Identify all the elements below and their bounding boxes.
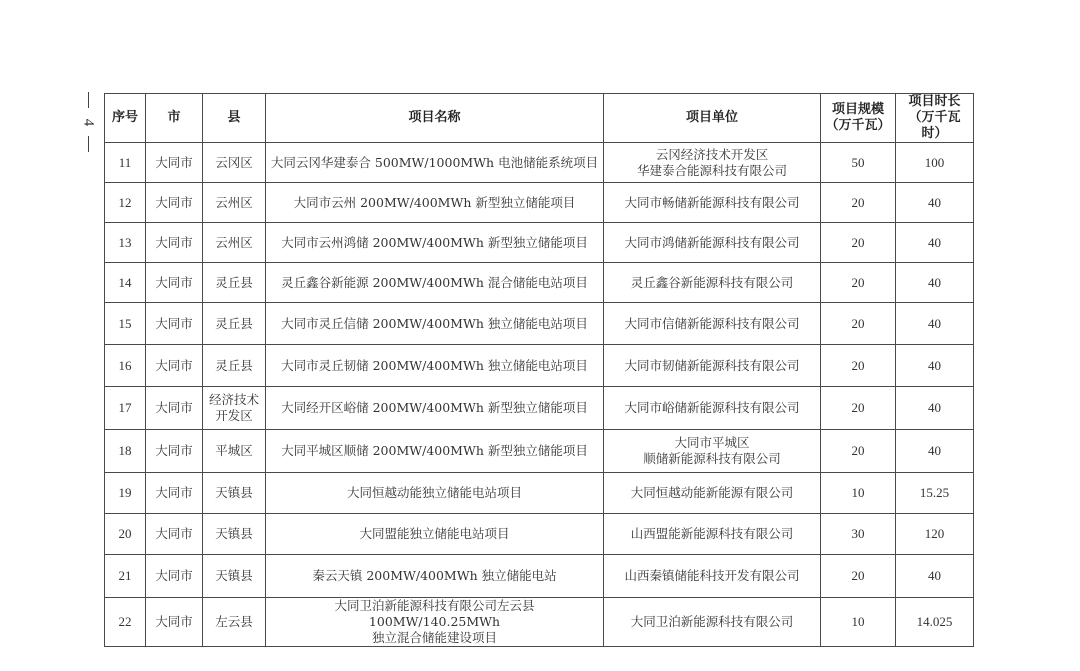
table-row: [105, 223, 974, 263]
cell-scale: 20: [821, 387, 896, 430]
header-index: 序号: [105, 94, 146, 143]
cell-county: [203, 387, 266, 430]
table-body: [105, 143, 974, 647]
cell-project-unit-line: 山西秦镇储能科技开发有限公司: [624, 568, 800, 583]
cell-project-name: [266, 387, 604, 430]
cell-project-unit-line: 大同市峪储新能源科技有限公司: [624, 400, 800, 415]
cell-project-name-line: 大同恒越动能独立储能电站项目: [346, 485, 522, 500]
header-scale: [821, 94, 896, 143]
cell-project-unit: [604, 263, 821, 303]
page-number: [78, 92, 98, 152]
table-row: [105, 430, 974, 473]
cell-county: [203, 143, 266, 183]
cell-index: 22: [105, 598, 146, 647]
cell-scale: 10: [821, 473, 896, 514]
cell-scale: 20: [821, 555, 896, 598]
cell-project-unit: [604, 555, 821, 598]
cell-project-name-line: 大同市灵丘信储 200MW/400MWh 独立储能电站项目: [281, 315, 588, 331]
cell-scale: 10: [821, 598, 896, 647]
cell-duration: 100: [896, 143, 974, 183]
cell-project-name-line: 大同经开区峪储 200MW/400MWh 新型独立储能项目: [281, 400, 588, 415]
cell-county-line: 灵丘县: [215, 274, 253, 290]
cell-city: 大同市: [146, 303, 203, 345]
cell-project-name-line: 秦云天镇 200MW/400MWh 独立储能电站: [312, 568, 557, 583]
table-row: [105, 183, 974, 223]
header-scale-line2: （万千瓦）: [825, 118, 891, 133]
cell-scale: 30: [821, 514, 896, 555]
cell-duration: 15.25: [896, 473, 974, 514]
cell-project-name: [266, 183, 604, 223]
table-row: [105, 555, 974, 598]
cell-project-name: [266, 555, 604, 598]
cell-scale: 20: [821, 345, 896, 387]
cell-county-line: 灵丘县: [215, 315, 253, 331]
cell-county: [203, 430, 266, 473]
header-county: 县: [203, 94, 266, 143]
cell-city: 大同市: [146, 473, 203, 514]
header-duration-line1: 项目时长: [908, 94, 961, 109]
cell-project-name: [266, 430, 604, 473]
cell-city: 大同市: [146, 345, 203, 387]
cell-duration: 120: [896, 514, 974, 555]
cell-county: [203, 223, 266, 263]
header-project-unit: 项目单位: [604, 94, 821, 143]
cell-index: 15: [105, 303, 146, 345]
cell-duration: 14.025: [896, 598, 974, 647]
page-number-dash-top: [88, 92, 89, 108]
table-row: [105, 473, 974, 514]
cell-city: 大同市: [146, 430, 203, 473]
cell-index: 11: [105, 143, 146, 183]
cell-city: 大同市: [146, 183, 203, 223]
cell-city: 大同市: [146, 143, 203, 183]
cell-project-name-line: 大同云冈华建泰合 500MW/1000MWh 电池储能系统项目: [270, 154, 599, 170]
page-number-dash-bottom: [88, 136, 89, 152]
table-row: [105, 303, 974, 345]
cell-project-name-line: 大同市云州 200MW/400MWh 新型独立储能项目: [293, 194, 576, 210]
cell-index: 17: [105, 387, 146, 430]
cell-county-line: 天镇县: [215, 526, 253, 541]
header-duration: [896, 94, 974, 143]
cell-city: 大同市: [146, 555, 203, 598]
cell-county: [203, 514, 266, 555]
cell-scale: 20: [821, 223, 896, 263]
cell-project-unit: [604, 183, 821, 223]
cell-index: 14: [105, 263, 146, 303]
cell-project-name-line: 独立混合储能建设项目: [371, 630, 497, 645]
energy-storage-project-table: [104, 93, 974, 647]
cell-county-line: 天镇县: [215, 568, 253, 583]
header-project-name: 项目名称: [266, 94, 604, 143]
cell-county: [203, 555, 266, 598]
cell-project-name: [266, 263, 604, 303]
cell-project-unit: [604, 473, 821, 514]
cell-county: [203, 263, 266, 303]
cell-index: 19: [105, 473, 146, 514]
cell-index: 18: [105, 430, 146, 473]
cell-county-line: 开发区: [215, 408, 253, 423]
cell-county: [203, 345, 266, 387]
cell-project-unit-line: 大同市平城区: [674, 435, 750, 450]
cell-project-unit-line: 大同恒越动能新能源有限公司: [630, 485, 794, 500]
cell-index: 16: [105, 345, 146, 387]
cell-index: 21: [105, 555, 146, 598]
table-row: [105, 263, 974, 303]
table-row: [105, 598, 974, 647]
cell-county-line: 云州区: [215, 194, 253, 210]
cell-county-line: 天镇县: [215, 485, 253, 500]
cell-scale: 20: [821, 430, 896, 473]
cell-county-line: 云州区: [215, 234, 253, 250]
cell-index: 13: [105, 223, 146, 263]
cell-county: [203, 183, 266, 223]
cell-duration: 40: [896, 223, 974, 263]
cell-county-line: 经济技术: [208, 392, 259, 407]
cell-project-unit: [604, 387, 821, 430]
cell-project-unit-line: 大同市信储新能源科技有限公司: [624, 315, 800, 331]
cell-county-line: 左云县: [215, 614, 253, 629]
cell-duration: 40: [896, 345, 974, 387]
cell-duration: 40: [896, 183, 974, 223]
cell-project-unit-line: 顺储新能源科技有限公司: [643, 451, 781, 466]
cell-city: 大同市: [146, 387, 203, 430]
cell-city: 大同市: [146, 598, 203, 647]
cell-project-unit-line: 云冈经济技术开发区: [655, 146, 769, 162]
cell-project-name: [266, 143, 604, 183]
cell-city: 大同市: [146, 223, 203, 263]
header-duration-line2: （万千瓦时）: [908, 110, 961, 141]
cell-index: 20: [105, 514, 146, 555]
cell-county-line: 平城区: [215, 443, 253, 458]
cell-project-unit-line: 大同市韧储新能源科技有限公司: [624, 357, 800, 373]
table-row: [105, 387, 974, 430]
cell-project-unit-line: 山西盟能新能源科技有限公司: [630, 526, 794, 541]
cell-project-unit: [604, 430, 821, 473]
table-row: [105, 143, 974, 183]
cell-project-name: [266, 514, 604, 555]
cell-index: 12: [105, 183, 146, 223]
cell-scale: 20: [821, 183, 896, 223]
cell-duration: 40: [896, 430, 974, 473]
cell-project-name-line: 大同平城区顺储 200MW/400MWh 新型独立储能项目: [281, 443, 588, 458]
cell-city: 大同市: [146, 263, 203, 303]
cell-project-name: [266, 473, 604, 514]
cell-project-unit-line: 大同市畅储新能源科技有限公司: [624, 194, 800, 210]
cell-project-unit: [604, 514, 821, 555]
cell-city: 大同市: [146, 514, 203, 555]
cell-duration: 40: [896, 263, 974, 303]
cell-project-name: [266, 598, 604, 647]
header-scale-line1: 项目规模: [831, 102, 884, 117]
cell-project-name-line: 大同市云州鸿储 200MW/400MWh 新型独立储能项目: [281, 234, 588, 250]
cell-county: [203, 303, 266, 345]
cell-scale: 50: [821, 143, 896, 183]
cell-project-unit: [604, 143, 821, 183]
cell-duration: 40: [896, 303, 974, 345]
cell-project-name-line: 灵丘鑫谷新能源 200MW/400MWh 混合储能电站项目: [281, 274, 588, 290]
cell-duration: 40: [896, 555, 974, 598]
header-city: 市: [146, 94, 203, 143]
table-header-row: [105, 94, 974, 143]
table-row: [105, 345, 974, 387]
cell-project-unit-line: 华建泰合能源科技有限公司: [636, 162, 787, 178]
cell-project-unit-line: 大同卫泊新能源科技有限公司: [630, 614, 794, 629]
cell-project-name-line: 大同盟能独立储能电站项目: [359, 526, 510, 541]
page-number-value: 4: [80, 118, 97, 126]
cell-county-line: 灵丘县: [215, 357, 253, 373]
cell-project-unit-line: 大同市鸿储新能源科技有限公司: [624, 234, 800, 250]
cell-project-name-line: 大同市灵丘韧储 200MW/400MWh 独立储能电站项目: [281, 357, 588, 373]
cell-project-name: [266, 223, 604, 263]
cell-project-unit-line: 灵丘鑫谷新能源科技有限公司: [630, 274, 794, 290]
cell-duration: 40: [896, 387, 974, 430]
cell-scale: 20: [821, 303, 896, 345]
cell-project-unit: [604, 598, 821, 647]
cell-county: [203, 598, 266, 647]
cell-county-line: 云冈区: [215, 154, 253, 170]
cell-project-unit: [604, 223, 821, 263]
cell-county: [203, 473, 266, 514]
cell-project-unit: [604, 345, 821, 387]
cell-scale: 20: [821, 263, 896, 303]
cell-project-name-line: 大同卫泊新能源科技有限公司左云县 100MW/140.25MWh: [334, 598, 535, 629]
cell-project-name: [266, 345, 604, 387]
cell-project-unit: [604, 303, 821, 345]
table-row: [105, 514, 974, 555]
cell-project-name: [266, 303, 604, 345]
